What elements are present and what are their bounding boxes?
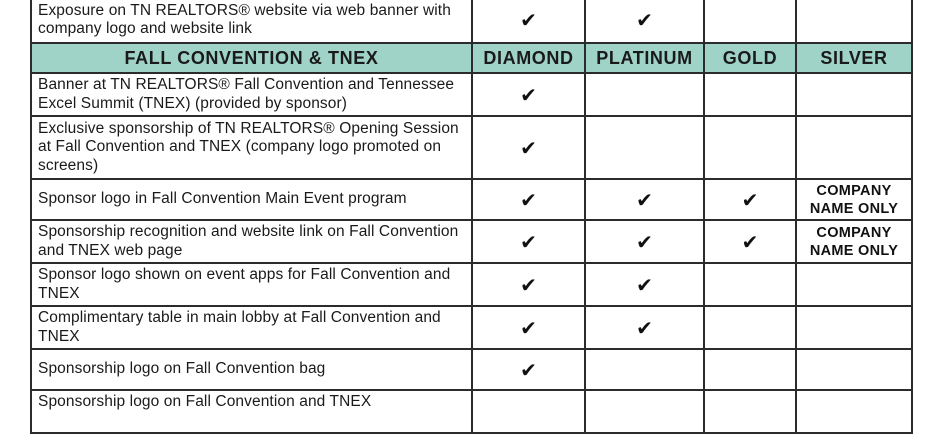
sponsorship-benefits-table xyxy=(30,0,913,434)
table-row xyxy=(31,349,912,390)
diamond-check-icon: ✔ xyxy=(472,349,585,390)
table-row xyxy=(31,73,912,116)
silver-company-name-only: COMPANY NAME ONLY xyxy=(796,179,912,220)
diamond-check-icon: ✔ xyxy=(472,263,585,306)
column-header-silver: SILVER xyxy=(796,43,912,73)
gold-cell xyxy=(704,349,796,390)
diamond-check-icon: ✔ xyxy=(472,220,585,263)
table-row xyxy=(31,263,912,306)
silver-cell xyxy=(796,390,912,433)
silver-company-name-only: COMPANY NAME ONLY xyxy=(796,220,912,263)
gold-cell xyxy=(704,263,796,306)
platinum-cell xyxy=(585,390,704,433)
table-row xyxy=(31,390,912,433)
diamond-check-icon: ✔ xyxy=(472,116,585,179)
gold-check-icon: ✔ xyxy=(704,179,796,220)
diamond-check-icon: ✔ xyxy=(472,179,585,220)
column-header-diamond: DIAMOND xyxy=(472,43,585,73)
section-header-row xyxy=(31,43,912,73)
silver-cell xyxy=(796,306,912,349)
diamond-check-icon: ✔ xyxy=(472,0,585,43)
table-row xyxy=(31,0,912,43)
sponsorship-benefits-sheet xyxy=(30,0,911,434)
gold-cell xyxy=(704,0,796,43)
section-title: FALL CONVENTION & TNEX xyxy=(31,43,472,73)
table-row xyxy=(31,220,912,263)
platinum-check-icon: ✔ xyxy=(585,179,704,220)
silver-cell xyxy=(796,0,912,43)
gold-cell xyxy=(704,116,796,179)
platinum-cell xyxy=(585,73,704,116)
platinum-check-icon: ✔ xyxy=(585,263,704,306)
silver-cell xyxy=(796,73,912,116)
gold-cell xyxy=(704,73,796,116)
diamond-cell xyxy=(472,390,585,433)
table-row xyxy=(31,306,912,349)
column-header-platinum: PLATINUM xyxy=(585,43,704,73)
silver-cell xyxy=(796,349,912,390)
benefit-description: Sponsorship logo on Fall Convention bag xyxy=(31,349,472,390)
platinum-check-icon: ✔ xyxy=(585,220,704,263)
column-header-gold: GOLD xyxy=(704,43,796,73)
silver-cell xyxy=(796,116,912,179)
benefit-description: Banner at TN REALTORS® Fall Convention and Tennessee Excel Summit (TNEX) (provided by sponsor) xyxy=(31,73,472,116)
platinum-cell xyxy=(585,116,704,179)
platinum-check-icon: ✔ xyxy=(585,0,704,43)
diamond-check-icon: ✔ xyxy=(472,306,585,349)
table-row xyxy=(31,116,912,179)
platinum-cell xyxy=(585,349,704,390)
benefit-description: Sponsor logo shown on event apps for Fall Convention and TNEX xyxy=(31,263,472,306)
gold-check-icon: ✔ xyxy=(704,220,796,263)
platinum-check-icon: ✔ xyxy=(585,306,704,349)
table-row xyxy=(31,179,912,220)
gold-cell xyxy=(704,390,796,433)
benefit-description: Sponsorship logo on Fall Convention and TNEX xyxy=(31,390,472,433)
diamond-check-icon: ✔ xyxy=(472,73,585,116)
gold-cell xyxy=(704,306,796,349)
benefit-description: Exposure on TN REALTORS® website via web banner with company logo and website link xyxy=(31,0,472,43)
benefit-description: Sponsor logo in Fall Convention Main Event program xyxy=(31,179,472,220)
benefit-description: Exclusive sponsorship of TN REALTORS® Opening Session at Fall Convention and TNEX (company logo promoted on screens) xyxy=(31,116,472,179)
silver-cell xyxy=(796,263,912,306)
benefit-description: Complimentary table in main lobby at Fall Convention and TNEX xyxy=(31,306,472,349)
benefit-description: Sponsorship recognition and website link on Fall Convention and TNEX web page xyxy=(31,220,472,263)
